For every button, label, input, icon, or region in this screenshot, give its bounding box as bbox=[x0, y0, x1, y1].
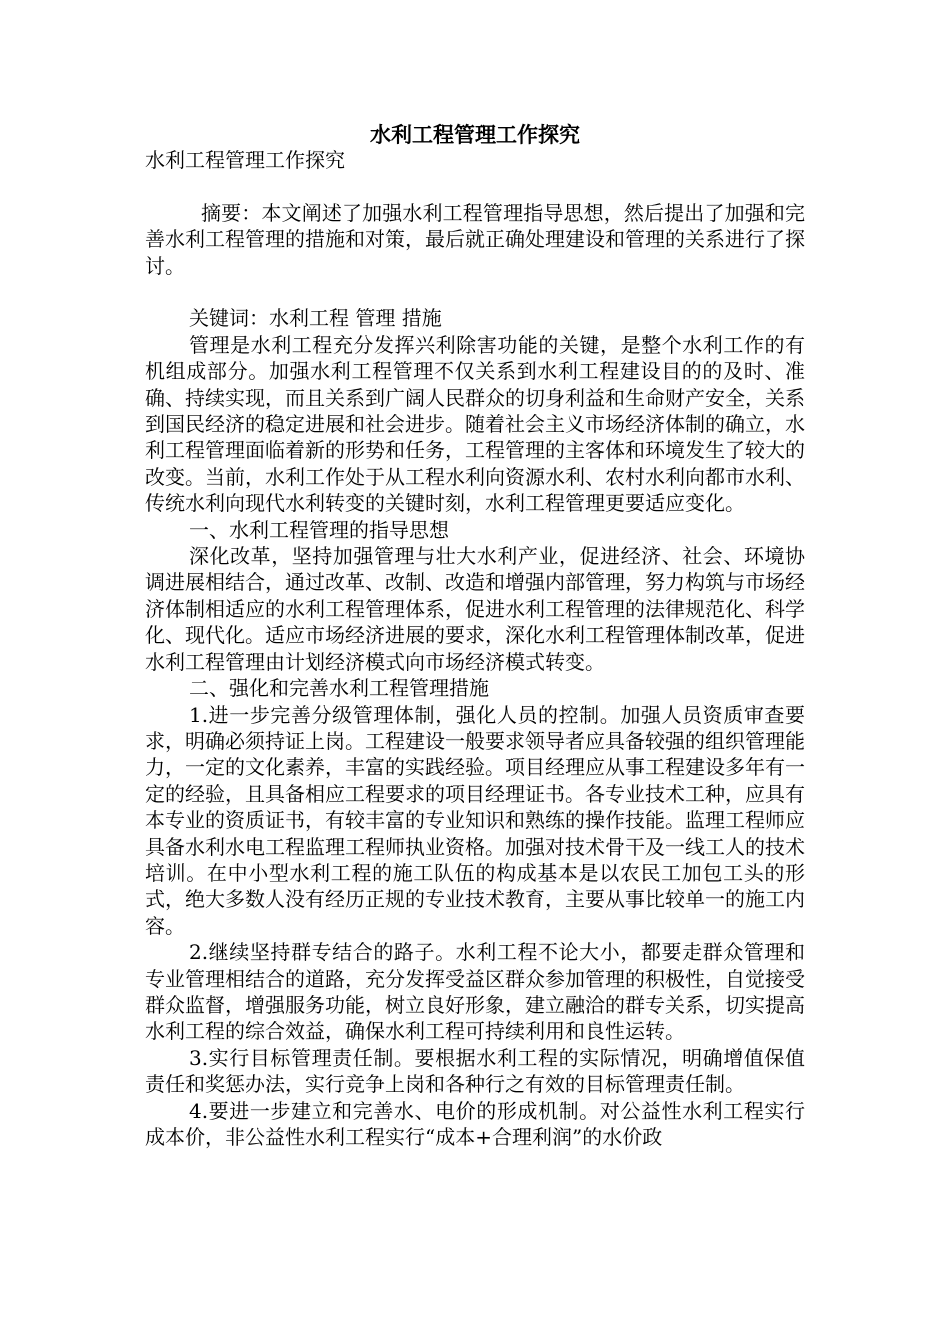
blank-line bbox=[145, 279, 805, 305]
document-title: 水利工程管理工作探究 bbox=[370, 122, 580, 147]
body-paragraph: 2.继续坚持群专结合的路子。水利工程不论大小，都要走群众管理和专业管理相结合的道路，充分发挥受益区群众参加管理的积极性，自觉接受群众监督，增强服务功能，树立良好形象，建立融洽的群专关系，切实提高水利工程的综合效益，确保水利工程可持续利用和良性运转。 bbox=[145, 940, 805, 1044]
blank-line bbox=[145, 173, 805, 199]
body-paragraph: 深化改革，坚持加强管理与壮大水利产业，促进经济、社会、环境协调进展相结合，通过改革、改制、改造和增强内部管理，努力构筑与市场经济体制相适应的水利工程管理体系，促进水利工程管理的法律规范化、科学化、现代化。适应市场经济进展的要求，深化水利工程管理体制改革，促进水利工程管理由计划经济模式向市场经济模式转变。 bbox=[145, 544, 805, 674]
keywords-line: 关键词：水利工程 管理 措施 bbox=[189, 306, 442, 331]
body-paragraph: 管理是水利工程充分发挥兴利除害功能的关键，是整个水利工作的有机组成部分。加强水利工程管理不仅关系到水利工程建设目的的及时、准确、持续实现，而且关系到广阔人民群众的切身利益和生命财产安全，关系到国民经济的稳定进展和社会进步。随着社会主义市场经济体制的确立，水利工程管理面临着新的形势和任务，工程管理的主客体和环境发生了较大的改变。当前，水利工作处于从工程水利向资源水利、农村水利向都市水利、传统水利向现代水利转变的关键时刻，水利工程管理更要适应变化。 bbox=[145, 332, 805, 516]
document-subtitle: 水利工程管理工作探究 bbox=[145, 148, 345, 172]
body-paragraph: 3.实行目标管理责任制。要根据水利工程的实际情况，明确增值保值责任和奖惩办法，实行竞争上岗和各种行之有效的目标管理责任制。 bbox=[145, 1045, 805, 1097]
document-body bbox=[145, 147, 805, 1150]
body-paragraph: 4.要进一步建立和完善水、电价的形成机制。对公益性水利工程实行成本价，非公益性水利工程实行“成本+合理利润”的水价政 bbox=[145, 1098, 805, 1149]
section-heading: 一、水利工程管理的指导思想 bbox=[189, 517, 449, 542]
abstract-paragraph: 摘要：本文阐述了加强水利工程管理指导思想，然后提出了加强和完善水利工程管理的措施和对策，最后就正确处理建设和管理的关系进行了探讨。 bbox=[145, 200, 805, 278]
section-heading: 二、强化和完善水利工程管理措施 bbox=[189, 676, 489, 701]
body-paragraph: 1.进一步完善分级管理体制，强化人员的控制。加强人员资质审查要求，明确必须持证上岗。工程建设一般要求领导者应具备较强的组织管理能力，一定的文化素养，丰富的实践经验。项目经理应从事工程建设多年有一定的经验，且具备相应工程要求的项目经理证书。各专业技术工种，应具有本专业的资质证书，有较丰富的专业知识和熟练的操作技能。监理工程师应具备水利水电工程监理工程师执业资格。加强对技术骨干及一线工人的技术培训。在中小型水利工程的施工队伍的构成基本是以农民工加包工头的形式，绝大多数人没有经历正规的专业技术教育，主要从事比较单一的施工内容。 bbox=[145, 702, 805, 938]
